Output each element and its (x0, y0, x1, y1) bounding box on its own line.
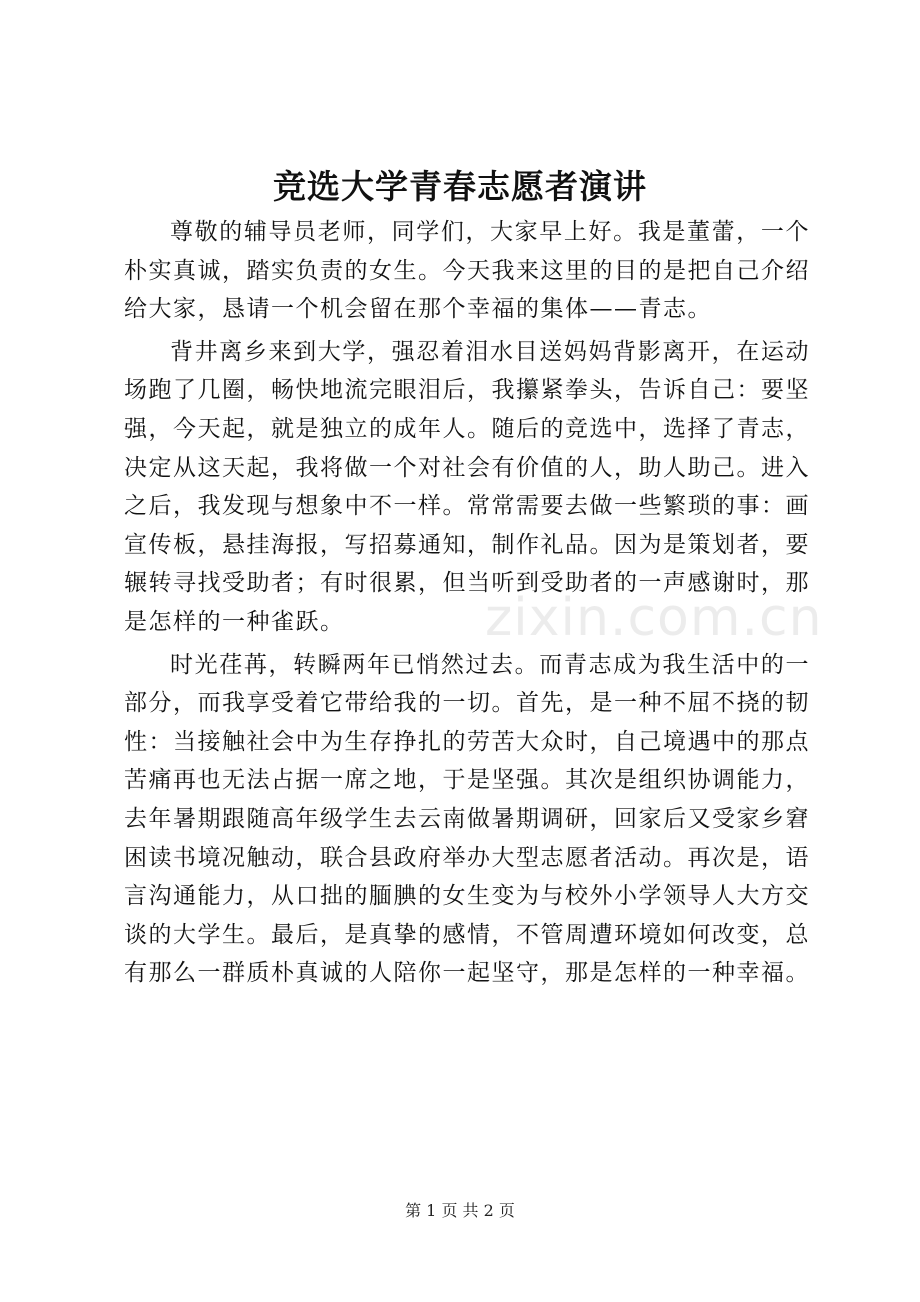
watermark: zixin.com.cn (485, 588, 823, 648)
document-title: 竞选大学青春志愿者演讲 (273, 167, 647, 206)
paragraph: 尊敬的辅导员老师，同学们，大家早上好。我是董蕾，一个朴实真诚，踏实负责的女生。今天我来这里的目的是把自己介绍给大家，恳请一个机会留在那个幸福的集体——青志。 (124, 219, 810, 323)
paragraph: 时光荏苒，转瞬两年已悄然过去。而青志成为我生活中的一部分，而我享受着它带给我的一切。首先，是一种不屈不挠的韧性：当接触社会中为生存挣扎的劳苦大众时，自己境遇中的那点苦痛再也无法占据一席之地，于是坚强。其次是组织协调能力，去年暑期跟随高年级学生去云南做暑期调研，回家后又受家乡窘困读书境况触动，联合县政府举办大型志愿者活动。再次是，语言沟通能力，从口拙的腼腆的女生变为与校外小学领导人大方交谈的大学生。最后，是真挚的感情，不管周遭环境如何改变，总有那么一群质朴真诚的人陪你一起坚守，那是怎样的一种幸福。 (124, 651, 810, 987)
paragraph: 背井离乡来到大学，强忍着泪水目送妈妈背影离开，在运动场跑了几圈，畅快地流完眼泪后，我攥紧拳头，告诉自己：要坚强，今天起，就是独立的成年人。随后的竞选中，选择了青志，决定从这天起，我将做一个对社会有价值的人，助人助己。进入之后，我发现与想象中不一样。常常需要去做一些繁琐的事：画宣传板，悬挂海报，写招募通知，制作礼品。因为是策划者，要辗转寻找受助者；有时很累，但当听到受助者的一声感谢时，那是怎样的一种雀跃。 (124, 338, 810, 635)
page-footer: 第 1 页 共 2 页 (405, 1201, 515, 1220)
document-body (124, 213, 810, 993)
